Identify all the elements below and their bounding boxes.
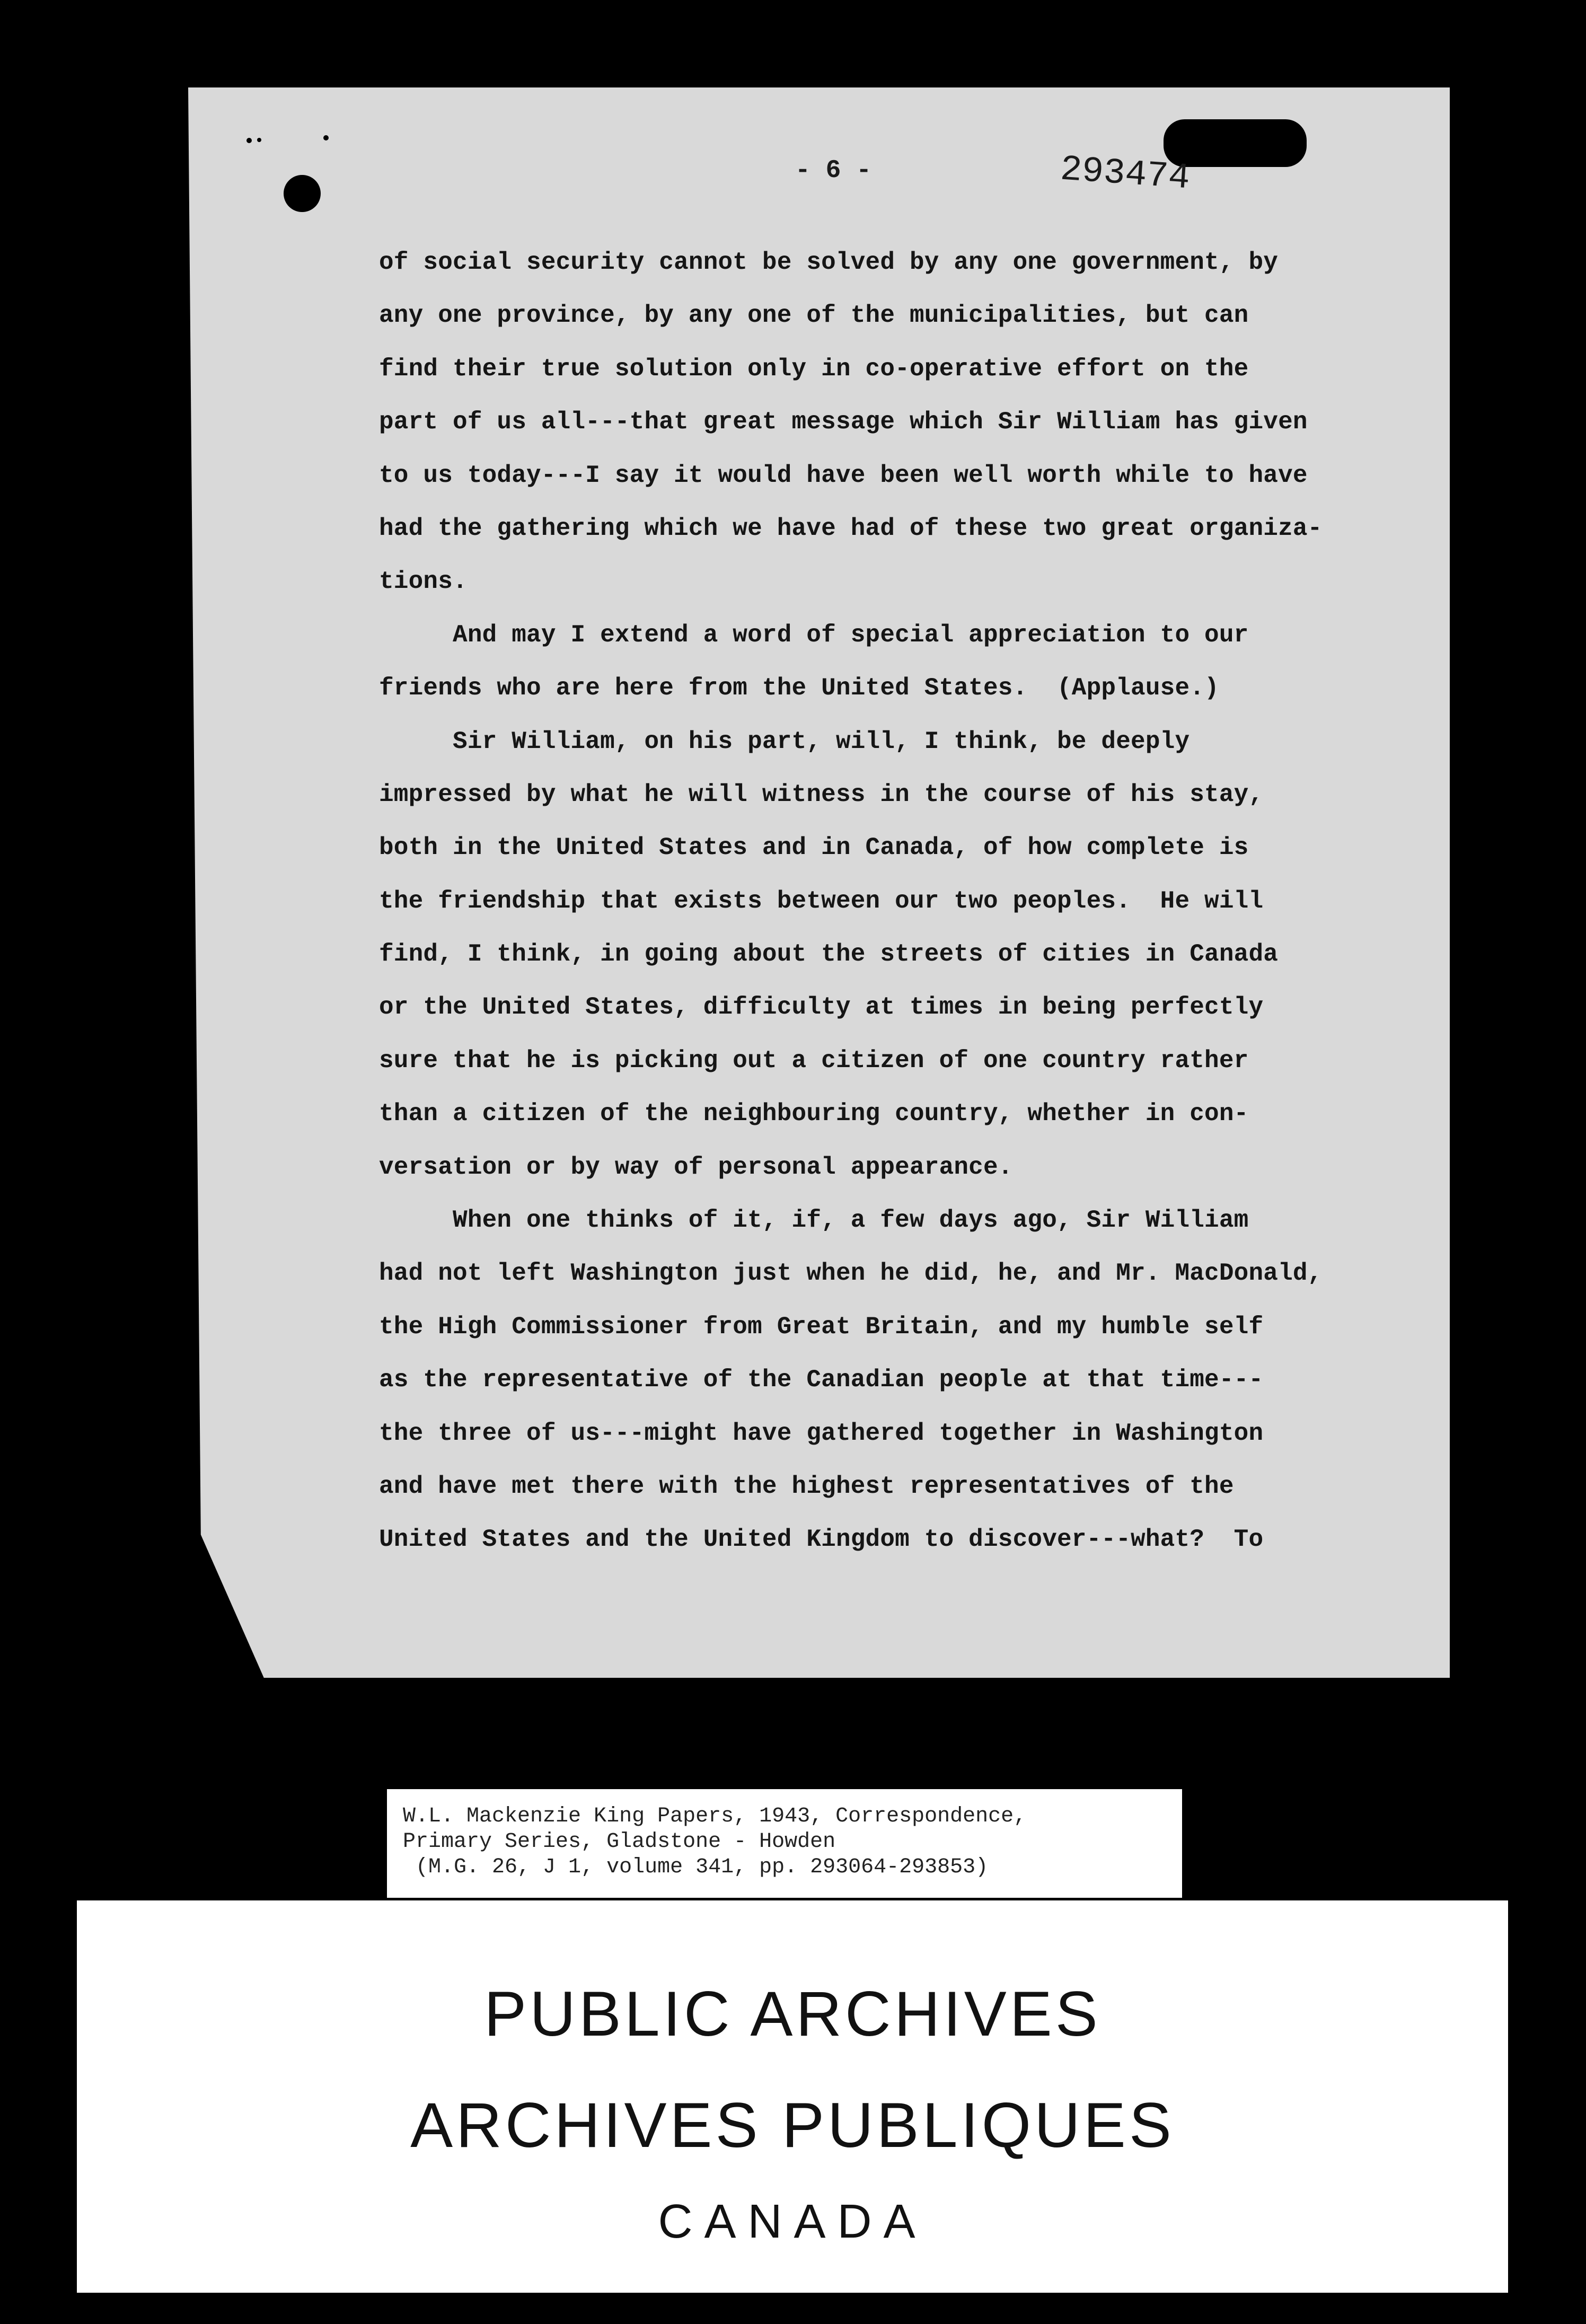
label-archives-publiques: ARCHIVES PUBLIQUES	[410, 2090, 1175, 2161]
text-line: than a citizen of the neighbouring country, whether in con-	[379, 1100, 1249, 1128]
archive-label	[77, 1900, 1508, 2293]
text-line: the three of us---might have gathered together in Washington	[379, 1419, 1264, 1447]
collection-caption	[387, 1789, 1182, 1898]
text-line: impressed by what he will witness in the course of his stay,	[379, 780, 1264, 808]
text-line: Sir William, on his part, will, I think, be deeply	[379, 727, 1190, 755]
text-line: tions.	[379, 568, 468, 596]
speck-mark	[246, 138, 252, 143]
text-line: friends who are here from the United States. (Applause.)	[379, 674, 1219, 702]
speck-mark	[323, 135, 329, 140]
caption-line: Primary Series, Gladstone - Howden	[403, 1830, 836, 1854]
text-line: the High Commissioner from Great Britain, and my humble self	[379, 1313, 1264, 1341]
text-line: find their true solution only in co-operative effort on the	[379, 355, 1249, 383]
caption-line: W.L. Mackenzie King Papers, 1943, Correspondence,	[403, 1804, 1027, 1828]
text-line: to us today---I say it would have been well worth while to have	[379, 461, 1308, 489]
text-line: or the United States, difficulty at times in being perfectly	[379, 993, 1264, 1022]
label-public-archives: PUBLIC ARCHIVES	[484, 1978, 1101, 2049]
text-line: of social security cannot be solved by any one government, by	[379, 249, 1279, 276]
text-line: as the representative of the Canadian people at that time---	[379, 1366, 1264, 1394]
punch-hole	[284, 175, 321, 212]
speck-mark	[257, 138, 261, 142]
text-line: had the gathering which we have had of these two great organiza-	[379, 514, 1323, 542]
text-line: And may I extend a word of special appreciation to our	[379, 621, 1249, 649]
label-canada: CANADA	[658, 2195, 927, 2248]
archive-stamp-number: 293474	[1059, 149, 1192, 199]
text-line: United States and the United Kingdom to discover---what? To	[379, 1526, 1264, 1554]
text-line: sure that he is picking out a citizen of one country rather	[379, 1046, 1249, 1075]
text-line: both in the United States and in Canada, of how complete is	[379, 834, 1249, 862]
text-line: and have met there with the highest representatives of the	[379, 1472, 1234, 1500]
text-line: had not left Washington just when he did, he, and Mr. MacDonald,	[379, 1260, 1323, 1288]
text-line: versation or by way of personal appearance.	[379, 1153, 1013, 1181]
caption-line: (M.G. 26, J 1, volume 341, pp. 293064-293853)	[403, 1855, 989, 1879]
text-line: any one province, by any one of the municipalities, but can	[379, 302, 1249, 330]
text-line: part of us all---that great message which Sir William has given	[379, 408, 1308, 436]
text-line: find, I think, in going about the streets of cities in Canada	[379, 940, 1279, 969]
text-line: the friendship that exists between our two peoples. He will	[379, 887, 1264, 915]
typed-text-block	[379, 236, 1413, 1566]
text-line: When one thinks of it, if, a few days ago, Sir William	[379, 1207, 1249, 1235]
page-number: - 6 -	[795, 156, 872, 185]
